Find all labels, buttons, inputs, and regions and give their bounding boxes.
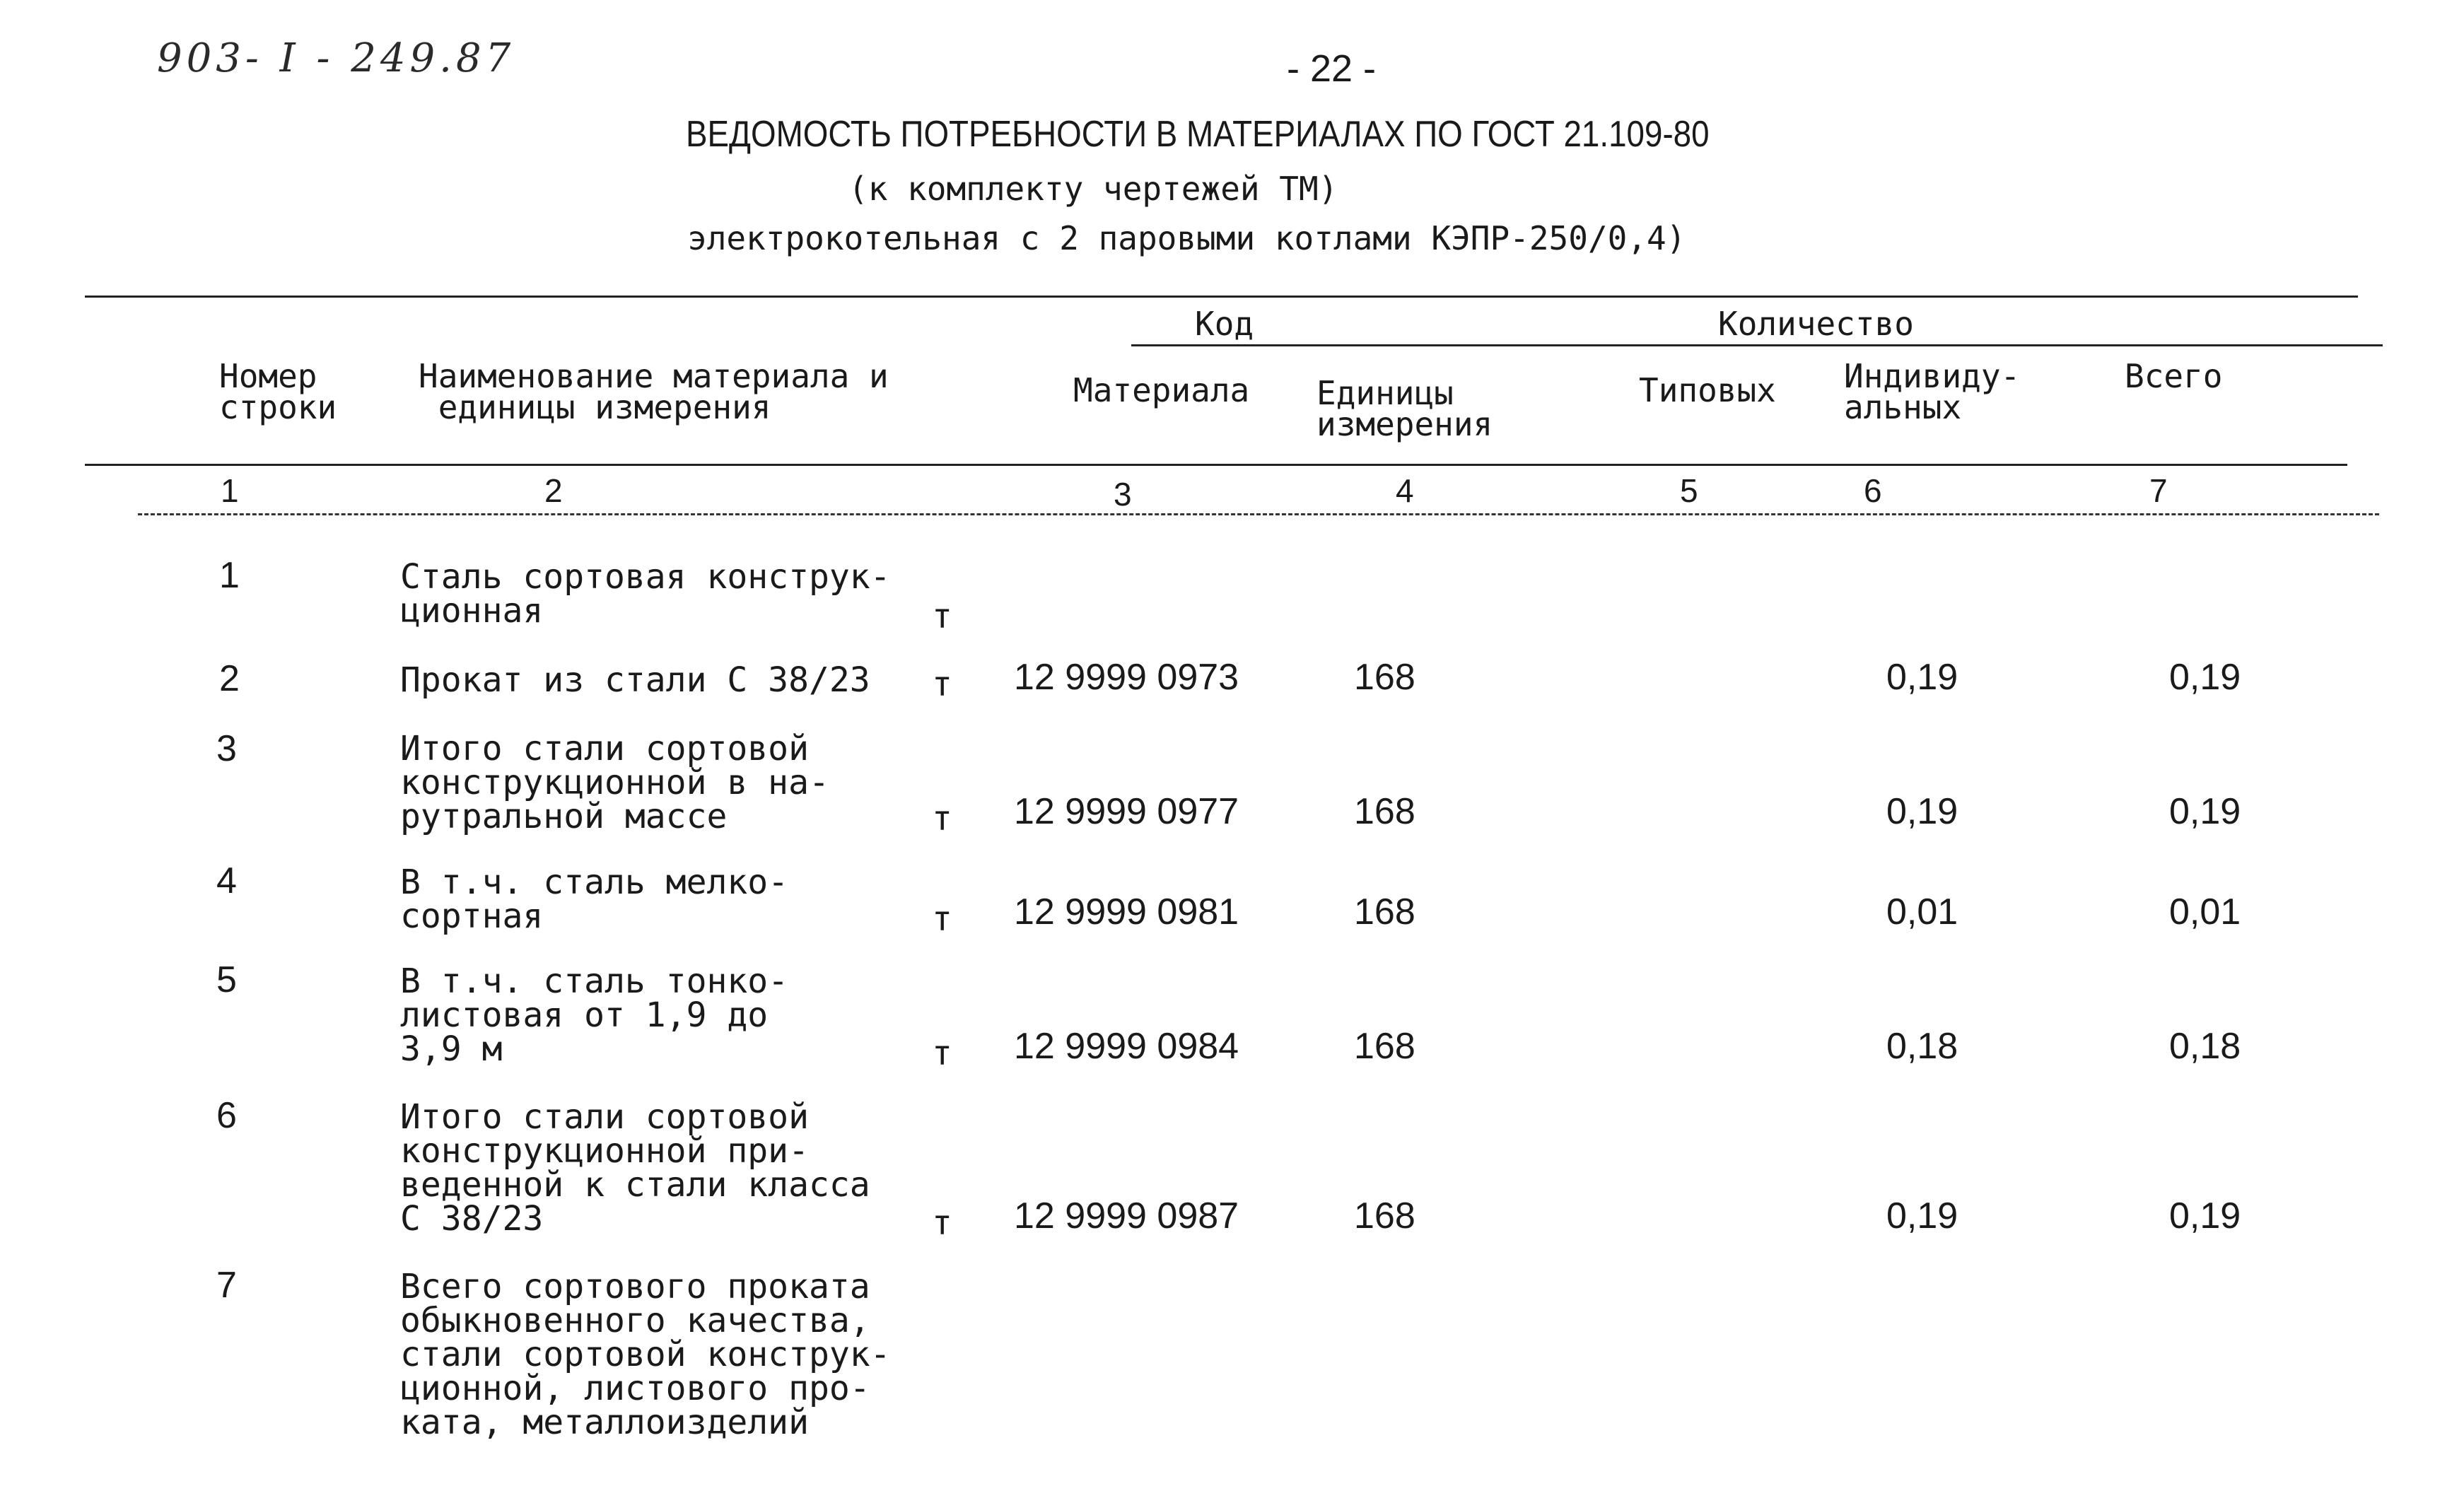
table-row-unit: т (932, 1034, 952, 1073)
page-number: - 22 - (1287, 47, 1377, 90)
table-row-unit-code: 168 (1354, 791, 1415, 832)
table-row-individual: 0,01 (1886, 891, 1958, 932)
column-number-rule (138, 513, 2379, 515)
table-row-total: 0,19 (2169, 791, 2241, 832)
table-row-name: Сталь сортовая конструк- ционная (400, 557, 891, 631)
page-subtitle-object: электрокотельная с 2 паровыми котлами КЭПР-250/0,4) (687, 219, 1686, 257)
table-row-name: В т.ч. сталь мелко- сортная (400, 862, 789, 936)
table-row-number: 2 (219, 658, 240, 699)
table-row-material-code: 12 9999 0984 (1014, 1026, 1239, 1067)
header-unit-code: Единицы измерения (1316, 374, 1493, 443)
column-number: 4 (1396, 472, 1414, 509)
column-number: 5 (1680, 472, 1698, 509)
table-row-individual: 0,19 (1886, 791, 1958, 832)
table-row-unit: т (932, 799, 952, 838)
table-row-total: 0,19 (2169, 1195, 2241, 1236)
code-group-rule (1131, 344, 2383, 346)
table-row-unit-code: 168 (1354, 657, 1415, 698)
header-typical: Типовых (1639, 371, 1776, 409)
column-number: 7 (2149, 472, 2168, 509)
table-row-total: 0,18 (2169, 1026, 2241, 1067)
table-row-total: 0,01 (2169, 891, 2241, 932)
header-group-quantity: Количество (1718, 305, 1914, 343)
table-row-number: 5 (216, 959, 237, 1000)
header-bottom-rule (85, 464, 2347, 466)
column-number: 6 (1864, 472, 1882, 509)
page-title: ВЕДОМОСТЬ ПОТРЕБНОСТИ В МАТЕРИАЛАХ ПО ГОСТ 21.109-80 (686, 114, 1710, 155)
table-row-number: 1 (219, 555, 240, 596)
table-row-individual: 0,19 (1886, 1195, 1958, 1236)
header-group-code: Код (1195, 305, 1254, 343)
table-row-individual: 0,18 (1886, 1026, 1958, 1067)
table-row-number: 3 (216, 728, 237, 769)
column-number: 1 (221, 472, 239, 509)
page-subtitle: (к комплекту чертежей ТМ) (848, 170, 1338, 208)
table-row-material-code: 12 9999 0977 (1014, 791, 1239, 832)
table-row-name: В т.ч. сталь тонко- листовая от 1,9 до 3,9 м (400, 961, 789, 1069)
header-material-name: Наименование материала и единицы измерения (419, 357, 889, 426)
table-row-unit: т (932, 665, 952, 704)
table-row-name: Всего сортового проката обыкновенного качества, стали сортовой конструк- ционной, листового про- ката, металлоизделий (400, 1267, 891, 1442)
document-code: 903- I - 249.87 (157, 35, 515, 81)
table-row-material-code: 12 9999 0981 (1014, 891, 1239, 932)
table-row-unit: т (932, 1203, 952, 1243)
header-total: Всего (2125, 357, 2223, 395)
header-individual: Индивиду- альных (1844, 357, 2021, 426)
table-row-name: Прокат из стали С 38/23 (400, 660, 870, 700)
table-row-unit-code: 168 (1354, 891, 1415, 932)
table-row-material-code: 12 9999 0973 (1014, 657, 1239, 698)
header-material-code: Материала (1073, 371, 1250, 409)
table-row-unit-code: 168 (1354, 1195, 1415, 1236)
table-row-number: 4 (216, 860, 237, 901)
table-row-number: 6 (216, 1095, 237, 1136)
table-row-number: 7 (216, 1265, 237, 1306)
column-number: 2 (544, 472, 563, 509)
table-top-rule (85, 296, 2358, 298)
table-row-name: Итого стали сортовой конструкционной в на- рутральной массе (400, 729, 829, 836)
table-row-unit: т (932, 597, 952, 636)
table-row-total: 0,19 (2169, 657, 2241, 698)
table-row-individual: 0,19 (1886, 657, 1958, 698)
table-row-material-code: 12 9999 0987 (1014, 1195, 1239, 1236)
header-row-number: Номер строки (219, 357, 337, 426)
table-row-unit: т (932, 899, 952, 939)
column-number: 3 (1114, 476, 1132, 513)
table-row-unit-code: 168 (1354, 1026, 1415, 1067)
table-row-name: Итого стали сортовой конструкционной при- веденной к стали класса С 38/23 (400, 1097, 870, 1239)
